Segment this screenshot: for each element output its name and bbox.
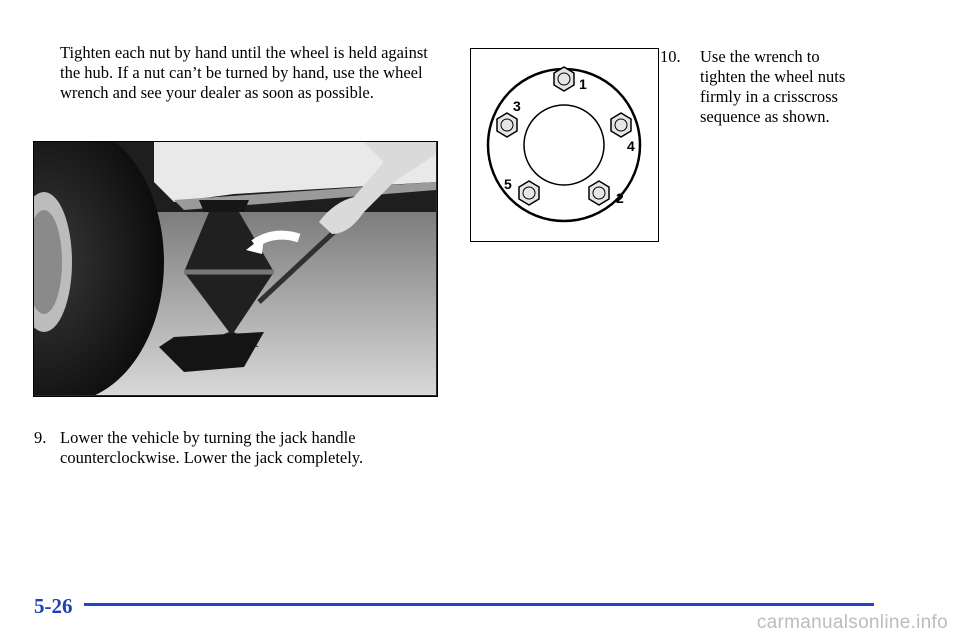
lug-nut-1 <box>554 67 574 91</box>
nut-label-5: 5 <box>504 176 512 192</box>
nut-label-2: 2 <box>616 190 624 206</box>
watermark: carmanualsonline.info <box>756 612 948 633</box>
lug-nut-2 <box>589 181 609 205</box>
step-10-number: 10. <box>660 47 681 66</box>
step-9-number: 9. <box>34 428 47 447</box>
lug-nut-4 <box>611 113 631 137</box>
step-9-text: Lower the vehicle by turning the jack handle counterclockwise. Lower the jack completely. <box>60 428 364 467</box>
step-10-text: Use the wrench to tighten the wheel nuts firmly in a crisscross sequence as shown. <box>700 47 846 126</box>
nut-label-3: 3 <box>513 98 521 114</box>
intro-paragraph: Tighten each nut by hand until the wheel is held against the hub. If a nut can’t be turned by hand, use the wheel wrench and see your dealer as soon as possible. <box>60 43 428 102</box>
page-number: 5-26 <box>34 594 73 618</box>
lug-nut-3 <box>497 113 517 137</box>
nut-label-1: 1 <box>579 76 587 92</box>
footer-rule <box>84 603 874 606</box>
step-9 <box>34 428 434 468</box>
step-10 <box>660 47 860 127</box>
lug-nut-5 <box>519 181 539 205</box>
nut-label-4: 4 <box>627 138 635 154</box>
jack-lowering-photo <box>33 141 438 397</box>
lug-nut-sequence-diagram <box>470 48 659 242</box>
